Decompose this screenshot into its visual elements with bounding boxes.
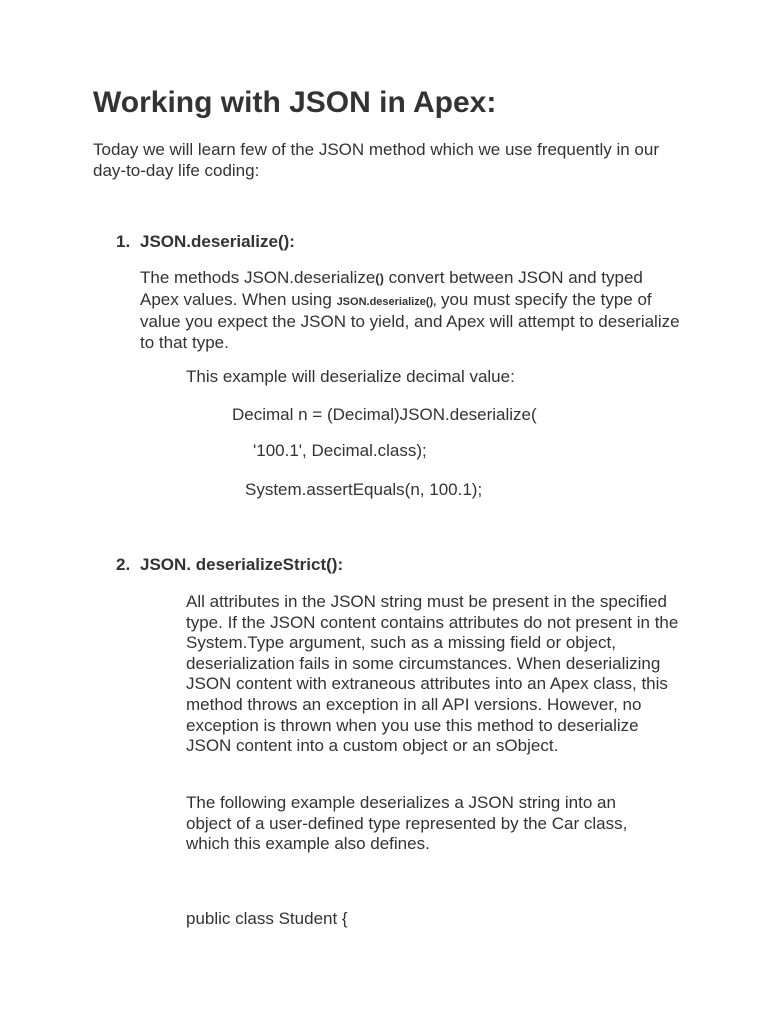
code-line-class-declaration: public class Student { bbox=[186, 909, 348, 928]
section-2-paragraph-2: The following example deserializes a JSON string into an object of a user-defined type represented by the Car class, which this example also defines. bbox=[186, 793, 628, 854]
section-1-paragraph-text-3: you must specify the type of value you expect the JSON to yield, and Apex will attempt to deserialize to that type. bbox=[140, 289, 680, 352]
section-1-inline-code: JSON.deserialize(), bbox=[336, 295, 437, 308]
section-1-example-intro: This example will deserialize decimal value: bbox=[186, 367, 515, 386]
section-1-paragraph-paren: () bbox=[375, 271, 384, 286]
section-1-heading: JSON.deserialize(): bbox=[140, 232, 295, 251]
section-2-heading: JSON. deserializeStrict(): bbox=[140, 555, 344, 574]
section-2-number: 2. bbox=[116, 555, 131, 574]
code-line-3: System.assertEquals(n, 100.1); bbox=[245, 480, 483, 499]
intro-paragraph: Today we will learn few of the JSON method which we use frequently in our day-to-day life coding: bbox=[93, 140, 659, 180]
code-line-2: '100.1', Decimal.class); bbox=[253, 441, 427, 460]
section-1-paragraph bbox=[140, 268, 680, 353]
section-1-paragraph-text-1: The methods JSON.deserialize bbox=[140, 268, 376, 287]
section-1-number: 1. bbox=[116, 232, 131, 251]
section-2-paragraph-1: All attributes in the JSON string must be present in the specified type. If the JSON content contains attributes do not present in the System.Type argument, such as a missing field or object, deserialization fails in some circumstances. When deserializing JSON content with extraneous attributes into an Apex class, this method throws an exception in all API versions. However, no exception is thrown when you use this method to deserialize JSON content into a custom object or an sObject. bbox=[186, 592, 679, 756]
code-line-1: Decimal n = (Decimal)JSON.deserialize( bbox=[232, 405, 537, 424]
section-1-paragraph-text-2: convert between JSON and typed Apex values. When using bbox=[140, 268, 643, 309]
page-title: Working with JSON in Apex: bbox=[93, 86, 497, 119]
